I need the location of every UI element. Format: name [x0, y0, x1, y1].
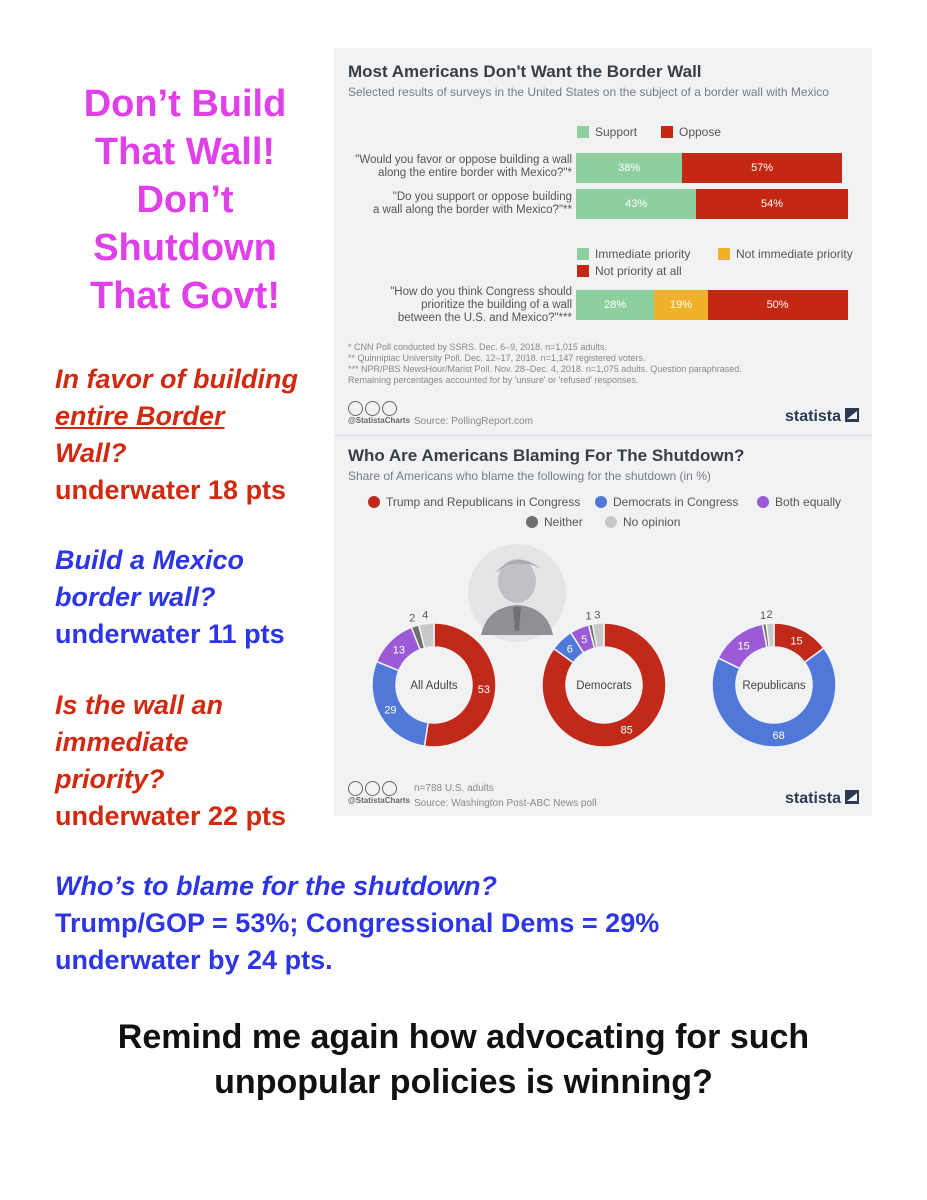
footnote: ** Quinnipiac University Poll. Dec. 12–17, 2018. n=1,147 registered voters.: [348, 353, 646, 363]
survey-question-line: between the U.S. and Mexico?"***: [397, 312, 572, 324]
survey-question-line: along the entire border with Mexico?"*: [378, 167, 572, 179]
donut-charts: [334, 608, 872, 758]
closing-line: unpopular policies is winning?: [214, 1063, 713, 1101]
note-question: Who’s to blame for the shutdown?: [55, 871, 497, 901]
note-question: Build a Mexico: [55, 545, 245, 575]
legend-label: Not priority at all: [595, 264, 682, 278]
donut-value-label: 85: [620, 724, 633, 737]
legend-item: [577, 125, 637, 139]
legend-swatch: [526, 516, 538, 528]
bar-segment: 19%: [654, 290, 707, 320]
legend-swatch: [577, 265, 589, 277]
legend-label: Support: [595, 125, 638, 139]
donut-value-label: 15: [790, 635, 803, 648]
note-question: priority?: [55, 764, 165, 794]
donut-slice: [372, 661, 428, 746]
survey-question-line: "Would you favor or oppose building a wall: [355, 154, 572, 166]
statista-logo-icon: [845, 790, 859, 804]
footnotes: [348, 342, 742, 386]
bar-segment: 28%: [576, 290, 654, 320]
chart-source: Source: PollingReport.com: [414, 416, 533, 427]
sample-note: n=788 U.S. adults: [414, 783, 494, 794]
legend-swatch: [577, 126, 589, 138]
closing-line: Remind me again how advocating for such: [117, 1018, 810, 1056]
legend-label: Both equally: [775, 495, 842, 509]
chart-subtitle: Selected results of surveys in the United States on the subject of a border wall with Mexico: [348, 85, 829, 99]
donut-value-label: 13: [392, 644, 406, 657]
survey-question-line: a wall along the border with Mexico?"**: [372, 204, 572, 216]
legend-swatch: [595, 496, 607, 508]
note-mexico-wall: [55, 542, 345, 653]
donut-value-label: 4: [422, 609, 429, 622]
note-entire-wall: [55, 361, 345, 509]
donut-value-label: 29: [384, 704, 397, 717]
statista-panel: [334, 48, 872, 816]
note-question: border wall?: [55, 582, 216, 612]
chart-subtitle: Share of Americans who blame the following for the shutdown (in %): [348, 469, 711, 483]
headline: [55, 80, 315, 320]
footnote: Remaining percentages accounted for by 'unsure' or 'refused' responses.: [348, 375, 639, 385]
legend-item: [526, 515, 583, 529]
survey-question-line: "Do you support or oppose building: [392, 191, 572, 203]
legend-swatch: [661, 126, 673, 138]
legend-swatch: [605, 516, 617, 528]
legend-swatch: [757, 496, 769, 508]
note-question: immediate: [55, 727, 189, 757]
note-answer: underwater 18 pts: [55, 475, 287, 505]
donut-center-label: Republicans: [742, 680, 806, 692]
statista-logo-icon: [845, 408, 859, 422]
statista-logo: [785, 408, 859, 426]
bar-segment: 57%: [682, 153, 842, 183]
legend-item: [368, 495, 580, 509]
donut-center-label: All Adults: [410, 680, 458, 692]
legend-swatch: [577, 248, 589, 260]
note-question: Is the wall an: [55, 690, 224, 720]
donut-value-label: 6: [566, 643, 573, 656]
legend-swatch: [718, 248, 730, 260]
note-question: In favor of building: [55, 364, 298, 394]
chart-source: Source: Washington Post-ABC News poll: [414, 798, 597, 809]
legend-item: [718, 247, 853, 261]
handle: @StatistaCharts: [348, 416, 411, 425]
bar-segment: 54%: [696, 189, 847, 219]
legend-label: Oppose: [679, 125, 722, 139]
creative-commons-icon: [348, 781, 410, 796]
donut-value-label: 1: [585, 610, 592, 623]
note-question: Wall?: [55, 438, 127, 468]
headline-line: Don’t: [136, 179, 234, 221]
legend-item: [661, 125, 721, 139]
donut-value-label: 2: [409, 612, 416, 625]
note-priority: [55, 687, 345, 835]
donut-value-label: 1: [759, 609, 767, 622]
note-answer: underwater by 24 pts.: [55, 945, 333, 975]
survey-question: [346, 191, 572, 217]
legend-swatch: [368, 496, 380, 508]
legend-item: [595, 495, 738, 509]
survey-question-line: prioritize the building of a wall: [421, 299, 572, 311]
bar-row: [576, 189, 848, 219]
donut-value-label: 15: [737, 640, 750, 653]
donut-value-label: 68: [772, 729, 785, 742]
headline-line: That Govt!: [90, 275, 280, 317]
statista-logo: [785, 790, 859, 808]
legend-label: Trump and Republicans in Congress: [386, 495, 581, 509]
donut-value-label: 5: [581, 634, 588, 647]
license-badge: [348, 781, 410, 805]
legend-label: Democrats in Congress: [613, 495, 739, 509]
divider: [334, 435, 872, 436]
note-answer: Trump/GOP = 53%; Congressional Dems = 29%: [55, 908, 660, 938]
legend-label: No opinion: [623, 515, 681, 529]
bar-segment: 38%: [576, 153, 682, 183]
note-question-emph: entire Border: [55, 401, 225, 431]
legend-item: [757, 495, 841, 509]
survey-question: [346, 154, 572, 180]
legend-item: [577, 264, 682, 278]
brand-text: statista: [785, 408, 842, 425]
legend-item: [605, 515, 680, 529]
donut-value-label: 2: [766, 609, 773, 622]
legend-label: Not immediate priority: [736, 247, 853, 261]
note-answer: underwater 22 pts: [55, 801, 287, 831]
bar-row: [576, 290, 848, 320]
bar-row: [576, 153, 842, 183]
handle: @StatistaCharts: [348, 796, 411, 805]
brand-text: statista: [785, 790, 842, 807]
legend-label: Immediate priority: [595, 247, 691, 261]
chart-title: Who Are Americans Blaming For The Shutdown?: [348, 446, 745, 465]
bar-segment: 43%: [576, 189, 696, 219]
bar-segment: 50%: [708, 290, 848, 320]
headline-line: Don’t Build: [83, 83, 287, 125]
donut-value-label: 53: [477, 683, 490, 696]
survey-question: [346, 286, 572, 325]
note-answer: underwater 11 pts: [55, 619, 285, 649]
legend-label: Neither: [544, 515, 583, 529]
note-question: [55, 398, 345, 435]
survey-question-line: "How do you think Congress should: [390, 286, 572, 298]
closing-remark: [60, 1015, 867, 1105]
footnote: *** NPR/PBS NewsHour/Marist Poll. Nov. 28–Dec. 4, 2018. n=1,075 adults. Question paraphrased.: [348, 364, 742, 374]
license-badge: [348, 401, 410, 425]
donut-value-label: 3: [594, 609, 601, 622]
chart-title: Most Americans Don't Want the Border Wall: [348, 62, 702, 81]
legend-item: [577, 247, 690, 261]
headline-line: Shutdown: [93, 227, 277, 269]
headline-line: That Wall!: [94, 131, 276, 173]
creative-commons-icon: [348, 401, 410, 416]
note-blame: [55, 868, 755, 979]
donut-center-label: Democrats: [576, 680, 632, 692]
footnote: * CNN Poll conducted by SSRS. Dec. 6–9, 2018. n=1,015 adults.: [348, 342, 607, 352]
